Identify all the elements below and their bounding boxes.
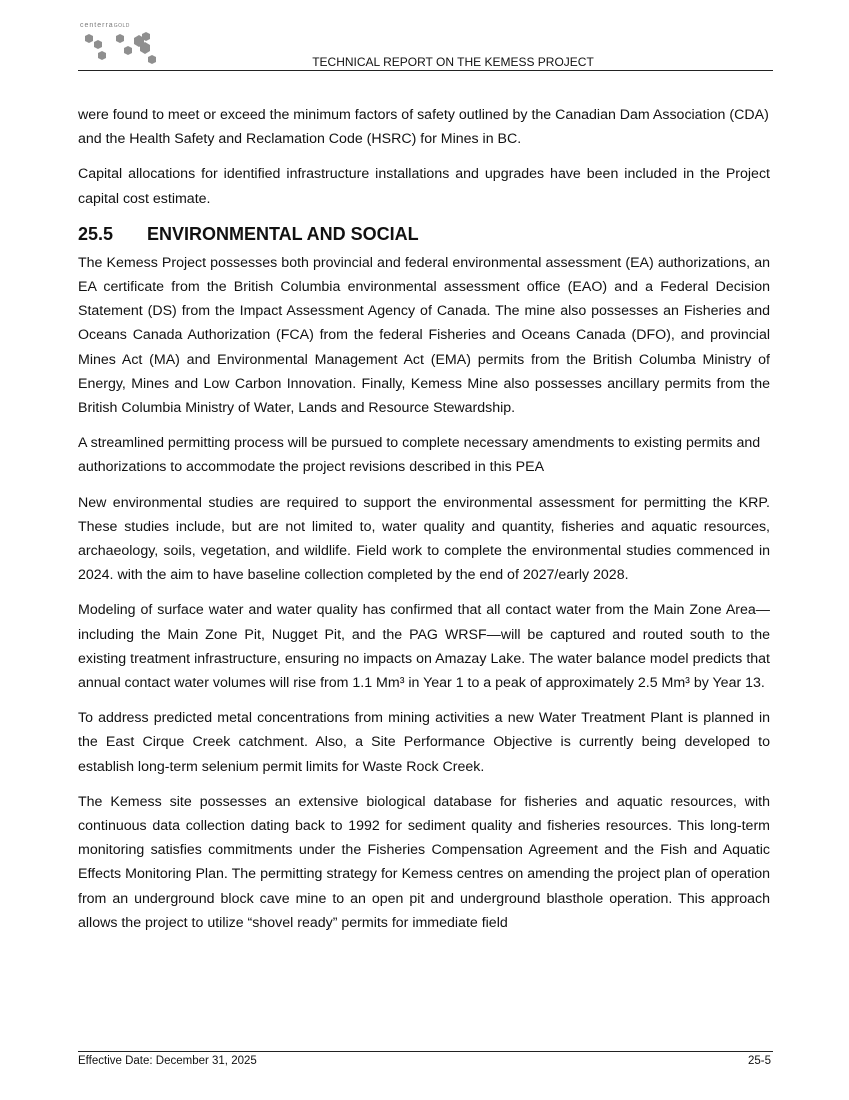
paragraph-water-treatment: To address predicted metal concentrations from mining activities a new Water Treatment Plant is planned in the East Cirque Creek catchment. Also, a Site Performance Objective is currently being developed to establish long-term selenium permit limits for Waste Rock Creek. (78, 710, 770, 775)
page-content (78, 103, 770, 946)
paragraph-biological-database: The Kemess site possesses an extensive biological database for fisheries and aquatic resources, with continuous data collection dating back to 1992 for sediment quality and fisheries resources. This long-term monitoring satisfies commitments under the Fisheries Compensation Agreement and the Fish and Aquatic Effects Monitoring Plan. The permitting strategy for Kemess centres on amending the project plan of operation from an underground block cave mine to an open pit and underground blasthole operation. This approach allows the project to utilize “shovel ready” permits for immediate field (78, 793, 770, 931)
paragraph-continued: were found to meet or exceed the minimum factors of safety outlined by the Canadian Dam Association (CDA) and the Health Safety and Reclamation Code (HSRC) for Mines in BC. (78, 107, 769, 148)
footer-divider (78, 1051, 773, 1052)
header-divider (78, 70, 773, 71)
footer-effective-date: Effective Date: December 31, 2025 (78, 1055, 257, 1067)
paragraph-environmental-studies: New environmental studies are required to support the environmental assessment for permitting the KRP. These studies include, but are not limited to, water quality and quantity, fisheries and aquatic resources, archaeology, soils, vegetation, and wildlife. Field work to complete the environmental studies commenced in 2024. with the aim to have baseline collection completed by the end of 2027/early 2028. (78, 494, 770, 584)
paragraph-capital: Capital allocations for identified infrastructure installations and upgrades have been included in the Project capital cost estimate. (78, 166, 770, 207)
section-title: ENVIRONMENTAL AND SOCIAL (147, 223, 419, 244)
section-heading (78, 222, 770, 246)
paragraph-authorizations: The Kemess Project possesses both provincial and federal environmental assessment (EA) authorizations, an EA certificate from the British Columbia environmental assessment office (EAO) and a Federal Decision Statement (DS) from the Impact Assessment Agency of Canada. The mine also possesses an Fisheries and Oceans Canada Authorization (FCA) from the federal Fisheries and Oceans Canada (DFO), and provincial Mines Act (MA) and Environmental Management Act (EMA) permits from the British Columba Ministry of Energy, Mines and Low Carbon Innovation. Finally, Kemess Mine also possesses ancillary permits from the British Columbia Ministry of Water, Lands and Resource Stewardship. (78, 254, 770, 417)
paragraph-permitting-process: A streamlined permitting process will be pursued to complete necessary amendments to existing permits and authorizations to accommodate the project revisions described in this PEA (78, 435, 761, 476)
section-number: 25.5 (78, 223, 114, 244)
footer-page-number: 25-5 (747, 1055, 771, 1067)
header-title: TECHNICAL REPORT ON THE KEMESS PROJECT (312, 55, 594, 69)
paragraph-water-modeling: Modeling of surface water and water quality has confirmed that all contact water from the Main Zone Area—including the Main Zone Pit, Nugget Pit, and the PAG WRSF—will be captured and routed south to the existing treatment infrastructure, ensuring no impacts on Amazay Lake. The water balance model predicts that annual contact water volumes will rise from 1.1 Mm³ in Year 1 to a peak of approximately 2.5 Mm³ by Year 13. (78, 602, 770, 692)
logo-wordmark: centerraGOLD (80, 22, 130, 29)
